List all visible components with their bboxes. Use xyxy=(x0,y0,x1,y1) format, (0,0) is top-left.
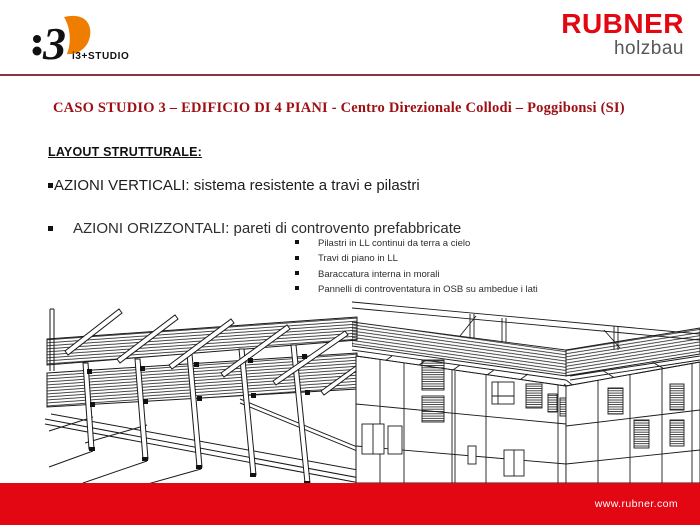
footer-url-link[interactable]: www.rubner.com xyxy=(594,498,678,510)
i3-studio-label: i3+STUDIO xyxy=(72,51,130,62)
bullet-square-icon xyxy=(295,271,299,275)
bullet-azioni-orizzontali xyxy=(48,220,461,237)
bullet-square-icon xyxy=(48,226,53,231)
building-facade-drawing xyxy=(352,296,700,483)
rubner-logo-sub: holzbau xyxy=(613,38,684,59)
footer-bar xyxy=(0,483,700,525)
i3-studio-logo xyxy=(30,14,160,64)
bullet-azioni-verticali xyxy=(48,177,420,194)
layout-heading: LAYOUT STRUTTURALE: xyxy=(48,145,203,159)
bullet-square-icon xyxy=(295,240,299,244)
sub-bullet-list xyxy=(295,236,538,297)
structural-frame-drawing xyxy=(35,307,360,483)
sub-bullet-text: Baraccatura interna in morali xyxy=(318,268,440,280)
sub-bullet-item xyxy=(295,282,538,297)
i3-logo-orange-petal xyxy=(64,16,90,54)
bullet-square-icon xyxy=(295,286,299,290)
header-bar xyxy=(0,0,700,76)
bullet-square-icon xyxy=(48,183,53,188)
sub-bullet-text: Pilastri in LL continui da terra a cielo xyxy=(318,238,471,249)
sub-bullet-item xyxy=(295,236,538,251)
rubner-logo-name: RUBNER xyxy=(561,8,684,39)
bullet-square-icon xyxy=(295,256,299,260)
sub-bullet-item xyxy=(295,251,538,266)
sub-bullet-item xyxy=(295,267,538,282)
rubner-logo xyxy=(561,10,684,58)
sub-bullet-text: Travi di piano in LL xyxy=(318,253,398,265)
i3-logo-glyph: 3 xyxy=(43,18,66,64)
slide-title: CASO STUDIO 3 – EDIFICIO DI 4 PIANI - Centro Direzionale Collodi – Poggibonsi (SI) xyxy=(53,100,625,116)
sub-bullet-text: Pannelli di controventatura in OSB su ambedue i lati xyxy=(318,283,538,295)
bullet-vertical-text: AZIONI VERTICALI: sistema resistente a travi e pilastri xyxy=(54,177,420,194)
bullet-horizontal-text: AZIONI ORIZZONTALI: pareti di controvento prefabbricate xyxy=(73,220,462,237)
